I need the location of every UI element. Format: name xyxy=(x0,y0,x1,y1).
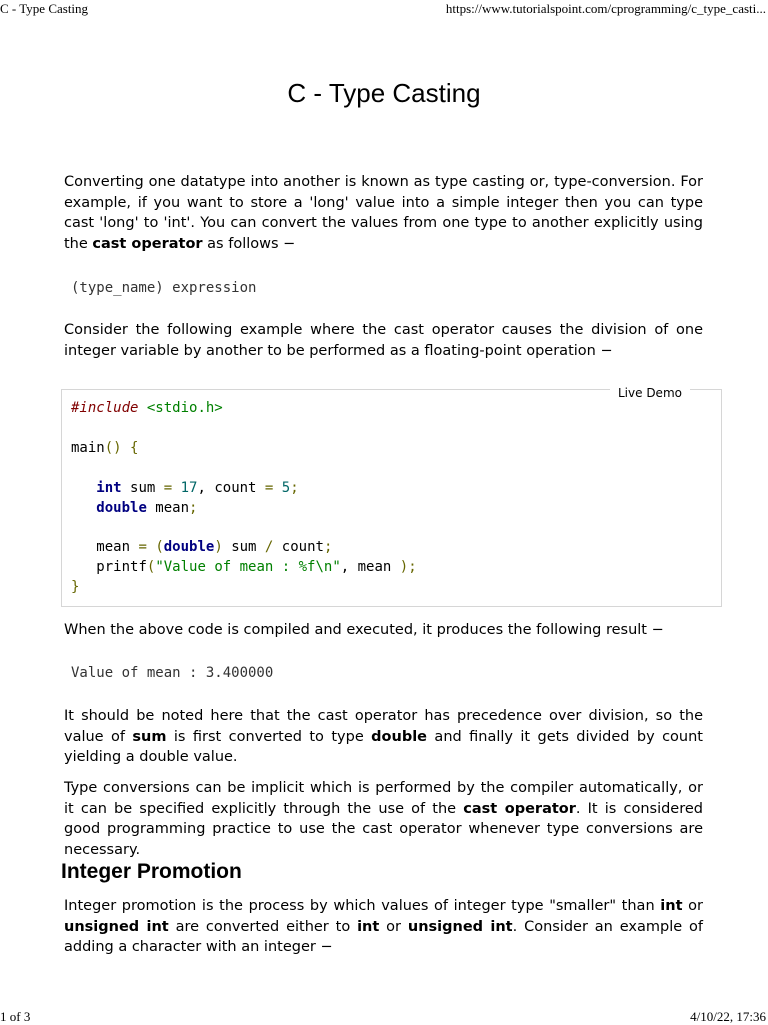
print-header-title: C - Type Casting xyxy=(0,1,89,16)
syntax-block: (type_name) expression xyxy=(71,280,257,296)
live-demo-link[interactable]: Live Demo xyxy=(610,386,690,400)
code-line-5: mean = (double) sum / count; xyxy=(96,539,333,555)
code-line-2: main() { xyxy=(71,440,139,456)
result-intro-paragraph: When the above code is compiled and executed, it produces the following result − xyxy=(64,622,664,638)
code-line-1: #include <stdio.h> xyxy=(71,400,223,416)
conversions-paragraph: Type conversions can be implicit which is performed by the compiler automatically, or it can be specified explicitly through the use of the cast operator. It is considered good programming practice to use the cast operator whenever type conversions are necessary. xyxy=(64,780,703,859)
code-line-7: } xyxy=(71,579,80,595)
code-line-3: int sum = 17, count = 5; xyxy=(96,480,299,496)
section-heading-integer-promotion: Integer Promotion xyxy=(61,860,242,883)
example-intro-paragraph: Consider the following example where the cast operator causes the division of one integer variable by another to be performed as a floating-point operation − xyxy=(64,322,703,359)
intro-paragraph: Converting one datatype into another is known as type casting or, type-conversion. For example, if you want to store a 'long' value into a simple integer then you can type cast 'long' to 'int'. You can convert the values from one type to another explicitly using the cast operator as follows − xyxy=(64,174,703,253)
result-output-block: Value of mean : 3.400000 xyxy=(71,665,274,681)
print-footer-page-count: 1 of 3 xyxy=(0,1009,31,1024)
note-paragraph: It should be noted here that the cast operator has precedence over division, so the value of sum is first converted to type double and finally it gets divided by count yielding a double value. xyxy=(64,708,703,766)
code-line-6: printf("Value of mean : %f\n", mean ); xyxy=(96,559,417,575)
promotion-paragraph: Integer promotion is the process by which values of integer type "smaller" than int or unsigned int are converted either to int or unsigned int. Consider an example of adding a character with an integer − xyxy=(64,898,703,956)
print-header-url: https://www.tutorialspoint.com/cprogramming/c_type_casti... xyxy=(445,1,766,16)
print-footer-datetime: 4/10/22, 17:36 xyxy=(690,1009,766,1024)
code-line-4: double mean; xyxy=(96,500,198,516)
page-title: C - Type Casting xyxy=(287,78,481,108)
